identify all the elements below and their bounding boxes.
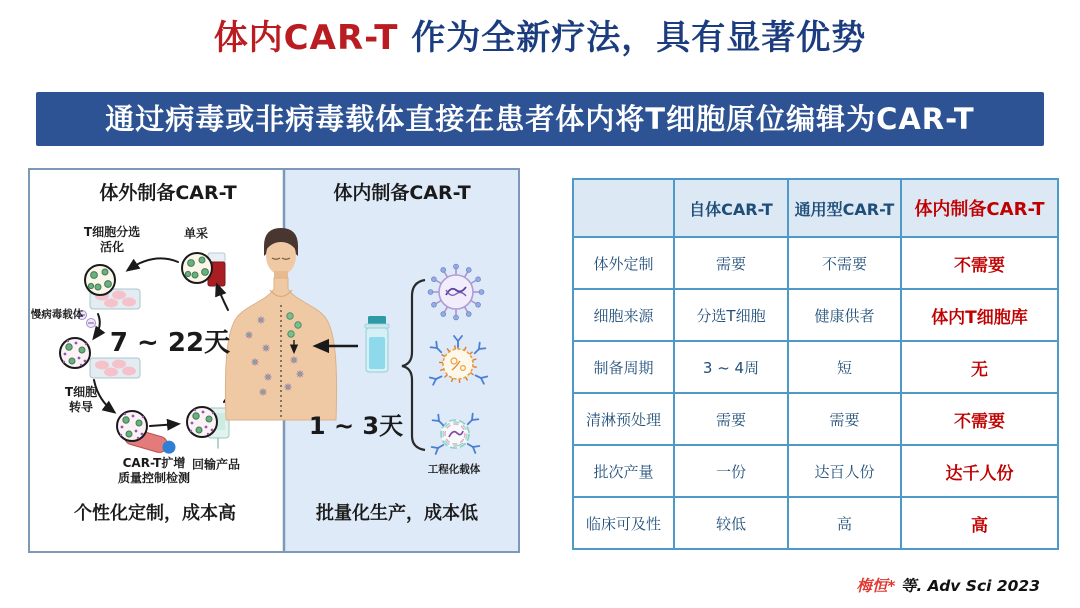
reinfusion-cells-icon bbox=[187, 407, 217, 437]
citation bbox=[856, 574, 1040, 596]
transduction-label: T细胞 转导 bbox=[64, 385, 98, 414]
table-row bbox=[573, 341, 1058, 393]
vector-label: 工程化载体 bbox=[427, 463, 481, 476]
cell-autologous: 分选T细胞 bbox=[674, 289, 788, 341]
table-row bbox=[573, 289, 1058, 341]
transduced-cells-icon bbox=[60, 338, 90, 368]
expanded-cells-icon bbox=[117, 411, 147, 441]
page-title bbox=[0, 10, 1080, 59]
exvivo-title: 体外制备CAR-T bbox=[99, 182, 237, 205]
cell-universal: 短 bbox=[788, 341, 901, 393]
table-header-row bbox=[573, 179, 1058, 237]
cell-universal: 需要 bbox=[788, 393, 901, 445]
title-highlight: 体内CAR-T bbox=[213, 18, 399, 58]
cell-invivo: 不需要 bbox=[901, 393, 1058, 445]
sorting-label: T细胞分选 活化 bbox=[83, 225, 141, 254]
citation-author: 梅恒* bbox=[856, 577, 896, 595]
cell-invivo: 不需要 bbox=[901, 237, 1058, 289]
row-label: 批次产量 bbox=[573, 445, 674, 497]
comparison-figure bbox=[28, 168, 520, 553]
cell-universal: 不需要 bbox=[788, 237, 901, 289]
cell-autologous: 3 ~ 4周 bbox=[674, 341, 788, 393]
exvivo-duration: 7 ~ 22天 bbox=[109, 327, 231, 358]
header-universal: 通用型CAR-T bbox=[788, 179, 901, 237]
invivo-duration: 1 ~ 3天 bbox=[308, 412, 404, 440]
table-row bbox=[573, 445, 1058, 497]
qc-label: CAR-T扩增 质量控制检测 bbox=[117, 456, 191, 485]
cell-invivo: 高 bbox=[901, 497, 1058, 549]
table-row bbox=[573, 393, 1058, 445]
cell-autologous: 需要 bbox=[674, 393, 788, 445]
transduction-plate-icon bbox=[90, 358, 140, 378]
header-empty bbox=[573, 179, 674, 237]
comparison-table bbox=[572, 178, 1059, 550]
lentivirus-label: 慢病毒载体 bbox=[30, 308, 84, 321]
cell-autologous: 需要 bbox=[674, 237, 788, 289]
vial-icon bbox=[365, 316, 389, 372]
row-label: 清淋预处理 bbox=[573, 393, 674, 445]
subtitle-banner: 通过病毒或非病毒载体直接在患者体内将T细胞原位编辑为CAR-T bbox=[36, 92, 1044, 146]
table-row bbox=[573, 497, 1058, 549]
row-label: 制备周期 bbox=[573, 341, 674, 393]
table-row bbox=[573, 237, 1058, 289]
header-autologous: 自体CAR-T bbox=[674, 179, 788, 237]
cell-universal: 健康供者 bbox=[788, 289, 901, 341]
title-rest: 作为全新疗法，具有显著优势 bbox=[398, 18, 867, 58]
cell-universal: 高 bbox=[788, 497, 901, 549]
sorted-cells-icon bbox=[85, 265, 115, 295]
apheresis-cells-icon bbox=[182, 253, 212, 283]
exvivo-caption: 个性化定制，成本高 bbox=[74, 502, 236, 524]
invivo-title: 体内制备CAR-T bbox=[333, 182, 471, 205]
cell-autologous: 较低 bbox=[674, 497, 788, 549]
cell-invivo: 无 bbox=[901, 341, 1058, 393]
row-label: 细胞来源 bbox=[573, 289, 674, 341]
apheresis-label: 单采 bbox=[183, 226, 209, 241]
cell-autologous: 一份 bbox=[674, 445, 788, 497]
row-label: 体外定制 bbox=[573, 237, 674, 289]
header-invivo: 体内制备CAR-T bbox=[901, 179, 1058, 237]
row-label: 临床可及性 bbox=[573, 497, 674, 549]
cell-invivo: 体内T细胞库 bbox=[901, 289, 1058, 341]
cell-invivo: 达千人份 bbox=[901, 445, 1058, 497]
citation-rest: 等. Adv Sci 2023 bbox=[895, 577, 1040, 595]
reinfusion-label: 回输产品 bbox=[191, 457, 241, 472]
invivo-caption: 批量化生产，成本低 bbox=[316, 502, 478, 524]
cell-universal: 达百人份 bbox=[788, 445, 901, 497]
